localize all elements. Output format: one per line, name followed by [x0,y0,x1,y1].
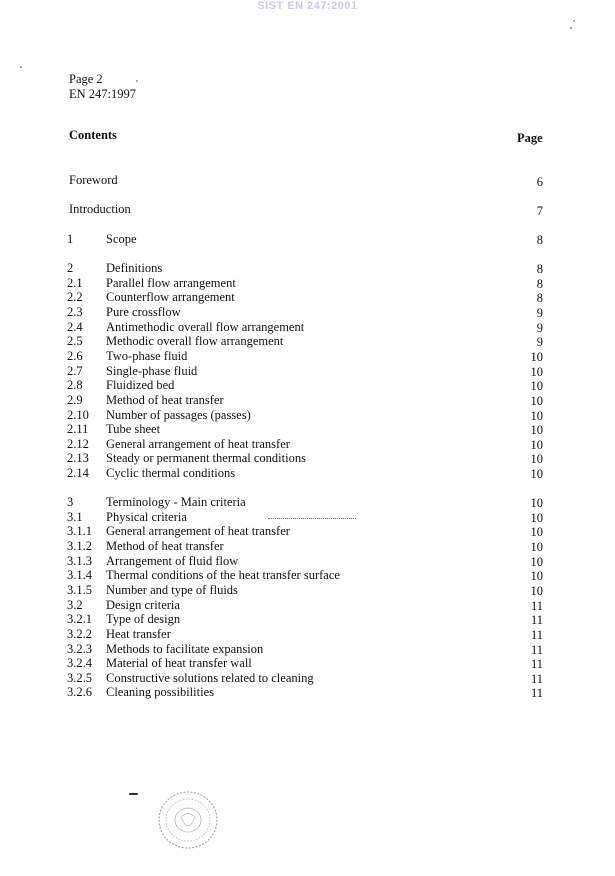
toc-entry [0,598,615,613]
toc-entry-title: Heat transfer [106,626,171,641]
toc-entry-page: 9 [536,305,543,320]
toc-entry-page: 10 [530,583,543,598]
toc-entry-title: Cleaning possibilities [106,685,214,700]
toc-entry [0,202,615,217]
toc-entry-number: 3.1 [67,509,83,524]
toc-entry [0,320,615,335]
toc-entry-title: Scope [106,232,137,246]
toc-entry-title: Cyclic thermal conditions [106,466,236,481]
toc-entry-number: 3.2.4 [67,656,92,671]
toc-entry-number: 2.8 [67,378,83,393]
toc-entry [0,685,615,700]
toc-entry-page: 10 [530,379,543,394]
toc-entry-number: 2.12 [67,436,89,451]
toc-entry-number: 3 [67,495,74,509]
toc-entry-number: 2.6 [67,348,83,363]
toc-entry-number: 1 [67,232,74,246]
scan-speck [20,66,22,68]
toc-entry-page: 10 [530,525,543,540]
toc-entry-title: Parallel flow arrangement [106,275,236,290]
toc-entry [0,334,615,349]
toc-entry-number: 2.7 [67,363,83,378]
toc-entry-title: Methods to facilitate expansion [106,641,264,656]
toc-entry-title: Number and type of fluids [106,582,238,597]
toc-entry-title: Number of passages (passes) [106,407,251,422]
toc-entry-number: 2.5 [67,334,83,349]
toc-entry-page: 6 [536,175,543,189]
toc-entry-page: 10 [530,569,543,584]
toc-entry [0,378,615,393]
toc-entry-page: 10 [530,364,543,379]
toc-entry-number: 3.2.5 [67,670,92,685]
toc-entry-page: 11 [530,671,543,686]
toc-entry-number: 3.2 [67,597,83,612]
seal-stamp [157,790,219,850]
toc-entry-title: Arrangement of fluid flow [106,553,239,568]
toc-entry-number: 3.2.6 [67,685,92,700]
toc-entry-page: 10 [530,496,543,510]
toc-entry [0,349,615,364]
toc-entry-title: Tube sheet [106,422,161,437]
toc-entry-page: 11 [530,642,543,657]
toc-entry-number: 2.9 [67,392,83,407]
toc-entry-page: 10 [530,408,543,423]
toc-entry-page: 11 [530,657,543,672]
toc-entry-page: 11 [530,598,543,613]
toc-entry-page: 7 [536,204,543,218]
toc-entry-page: 10 [530,437,543,452]
toc-entry-number: 2.3 [67,304,83,319]
toc-entry-page: 10 [530,393,543,408]
toc-entry-title: Methodic overall flow arrangement [106,334,284,349]
toc-entry-number: 3.2.2 [67,626,92,641]
toc-entry-title: Method of heat transfer [106,392,224,407]
toc-entry [0,466,615,481]
toc-entry [0,408,615,423]
toc-entry [0,173,615,188]
dotted-line [268,518,356,519]
document-id: EN 247:1997 [69,87,137,101]
toc-entry-number: 2.14 [67,466,89,481]
toc-entry-title: Introduction [69,202,131,216]
toc-entry-title: Physical criteria [106,509,187,524]
toc-entry [0,364,615,379]
toc-entry-page: 9 [536,335,543,350]
toc-entry [0,437,615,452]
toc-entry-title: Terminology - Main criteria [106,495,246,509]
toc-entry-page: 8 [536,291,543,306]
toc-entry-page: 9 [536,320,543,335]
toc-entry-page: 10 [530,554,543,569]
toc-entry [0,568,615,583]
toc-entry-title: Thermal conditions of the heat transfer surface [106,568,340,583]
toc-entry [0,554,615,569]
toc-entry-number: 2 [67,261,74,275]
toc-entry-number: 2.11 [67,422,89,437]
toc-entry-number: 2.1 [67,275,83,290]
toc-entry-page: 11 [530,627,543,642]
toc-entry [0,290,615,305]
toc-entry [0,612,615,627]
toc-entry [0,261,615,276]
toc-entry-title: Steady or permanent thermal conditions [106,451,306,466]
toc-entry-number: 3.1.1 [67,524,92,539]
scan-speck [570,27,572,29]
toc-entry-title: Antimethodic overall flow arrangement [106,319,305,334]
scan-mark [129,793,138,795]
toc-entry [0,276,615,291]
toc-entry-number: 2.10 [67,407,89,422]
page-header [69,72,136,102]
toc-entry-title: Single-phase fluid [106,363,198,378]
toc-entry-title: General arrangement of heat transfer [106,524,290,539]
toc-entry-title: Design criteria [106,597,180,612]
page-label: Page 2 [69,72,103,86]
scan-speck [136,80,138,82]
toc-entry-title: Type of design [106,612,181,627]
toc-entry-title: Counterflow arrangement [106,290,235,305]
toc-entry [0,232,615,247]
toc-entry-page: 11 [530,613,543,628]
toc-entry-title: Constructive solutions related to cleaning [106,670,314,685]
toc-entry [0,671,615,686]
toc-entry-title: Two-phase fluid [106,348,188,363]
toc-entry [0,305,615,320]
toc-entry-title: Foreword [69,173,118,187]
toc-entry-number: 3.2.1 [67,612,92,627]
contents-heading: Contents [69,128,117,142]
toc-entry-page: 8 [536,233,543,247]
toc-entry [0,524,615,539]
toc-entry-title: Pure crossflow [106,304,181,319]
toc-entry-number: 3.1.4 [67,568,92,583]
toc-entry-page: 10 [530,510,543,525]
toc-entry-page: 10 [530,423,543,438]
toc-entry-number: 2.2 [67,290,83,305]
toc-entry [0,393,615,408]
toc-entry-number: 3.1.3 [67,553,92,568]
toc-entry-page: 8 [536,262,543,276]
page-column-heading: Page [517,131,543,145]
toc-entry-page: 10 [530,539,543,554]
watermark: SIST EN 247:2001 [257,0,358,12]
toc-entry [0,495,615,510]
toc-entry-page: 10 [530,349,543,364]
toc-entry [0,422,615,437]
toc-entry [0,656,615,671]
toc-entry-number: 3.1.2 [67,538,92,553]
toc-entry-page: 10 [530,467,543,482]
toc-entry-title: General arrangement of heat transfer [106,436,290,451]
toc-entry-page: 10 [530,452,543,467]
toc-entry-number: 3.1.5 [67,582,92,597]
toc-entry-number: 2.4 [67,319,83,334]
toc-entry [0,627,615,642]
toc-entry [0,583,615,598]
scan-speck [573,20,575,22]
toc-entry-number: 2.13 [67,451,89,466]
toc-entry-title: Definitions [106,261,163,275]
toc-entry [0,642,615,657]
toc-entry-page: 8 [536,276,543,291]
toc-entry-page: 11 [530,686,543,701]
toc-entry-title: Material of heat transfer wall [106,656,252,671]
toc-entry-title: Fluidized bed [106,378,175,393]
toc-entry [0,451,615,466]
toc-entry [0,539,615,554]
toc-entry-title: Method of heat transfer [106,538,224,553]
toc-entry-number: 3.2.3 [67,641,92,656]
